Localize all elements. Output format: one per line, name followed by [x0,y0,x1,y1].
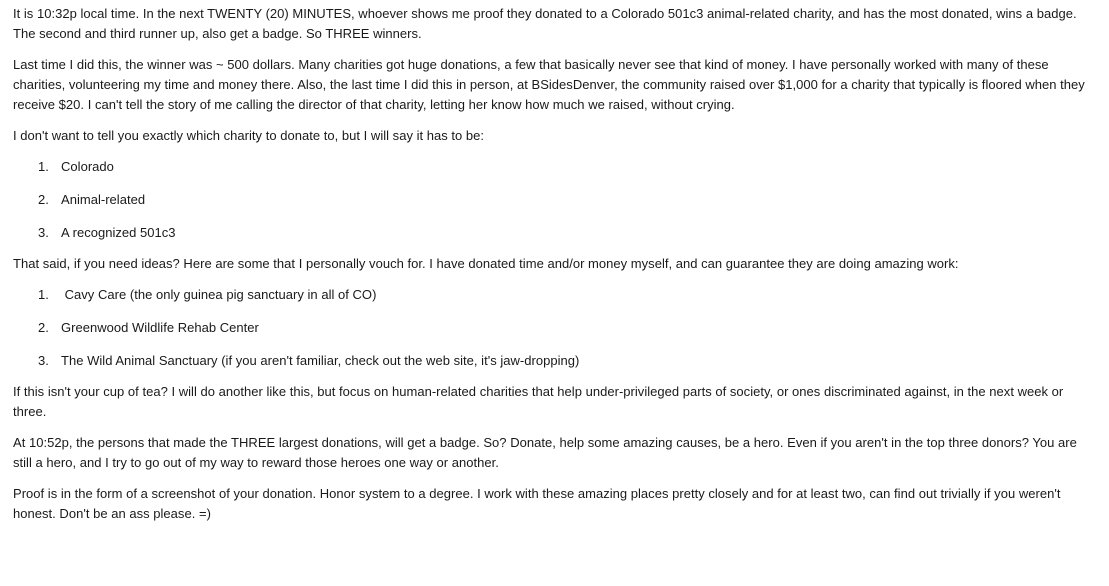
list-item [13,351,1099,371]
paragraph-last-time: Last time I did this, the winner was ~ 500 dollars. Many charities got huge donations, a few that basically never see that kind of money. I have personally worked with many of these charities, volunteering my time and money there. Also, the last time I did this in person, at BSidesDenver, the community raised over $1,000 for a charity that typically is floored when they receive $20. I can't tell the story of me calling the director of that charity, letting her know how much we raised, without crying. [13,57,1085,112]
list-item-text: Animal-related [61,192,146,207]
list-item-text: A recognized 501c3 [61,225,176,240]
list-item [13,190,1099,210]
list-item-number: 2. [38,192,49,207]
paragraph-ideas: That said, if you need ideas? Here are some that I personally vouch for. I have donated time and/or money myself, and can guarantee they are doing amazing work: [13,256,959,271]
list-item [13,318,1099,338]
paragraph-proof: Proof is in the form of a screenshot of your donation. Honor system to a degree. I work with these amazing places pretty closely and for at least two, can find out trivially if you weren't honest. Don't be an ass please. =) [13,486,1061,521]
list-item-number: 2. [38,320,49,335]
list-item [13,285,1099,305]
charities-list [13,285,1099,371]
paragraph-other-charities: If this isn't your cup of tea? I will do another like this, but focus on human-related charities that help under-privileged parts of society, or ones discriminated against, in the next week or three. [13,384,1064,419]
list-item [13,157,1099,177]
list-item-number: 3. [38,353,49,368]
paragraph-intro: It is 10:32p local time. In the next TWENTY (20) MINUTES, whoever shows me proof they donated to a Colorado 501c3 animal-related charity, and has the most donated, wins a badge. The second and third runner up, also get a badge. So THREE winners. [13,6,1077,41]
list-item-text: Colorado [61,159,114,174]
list-item-number: 1. [38,287,49,302]
list-item-text: Greenwood Wildlife Rehab Center [61,320,259,335]
list-item-text: The Wild Animal Sanctuary (if you aren't familiar, check out the web site, it's jaw-dropping) [61,353,580,368]
paragraph-requirements-intro: I don't want to tell you exactly which charity to donate to, but I will say it has to be: [13,128,485,143]
requirements-list [13,157,1099,243]
paragraph-deadline: At 10:52p, the persons that made the THREE largest donations, will get a badge. So? Donate, help some amazing causes, be a hero. Even if you aren't in the top three donors? You are still a hero, and I try to go out of my way to reward those heroes one way or another. [13,435,1077,470]
list-item-number: 3. [38,225,49,240]
list-item-text: Cavy Care (the only guinea pig sanctuary in all of CO) [61,287,377,302]
list-item-number: 1. [38,159,49,174]
list-item [13,223,1099,243]
